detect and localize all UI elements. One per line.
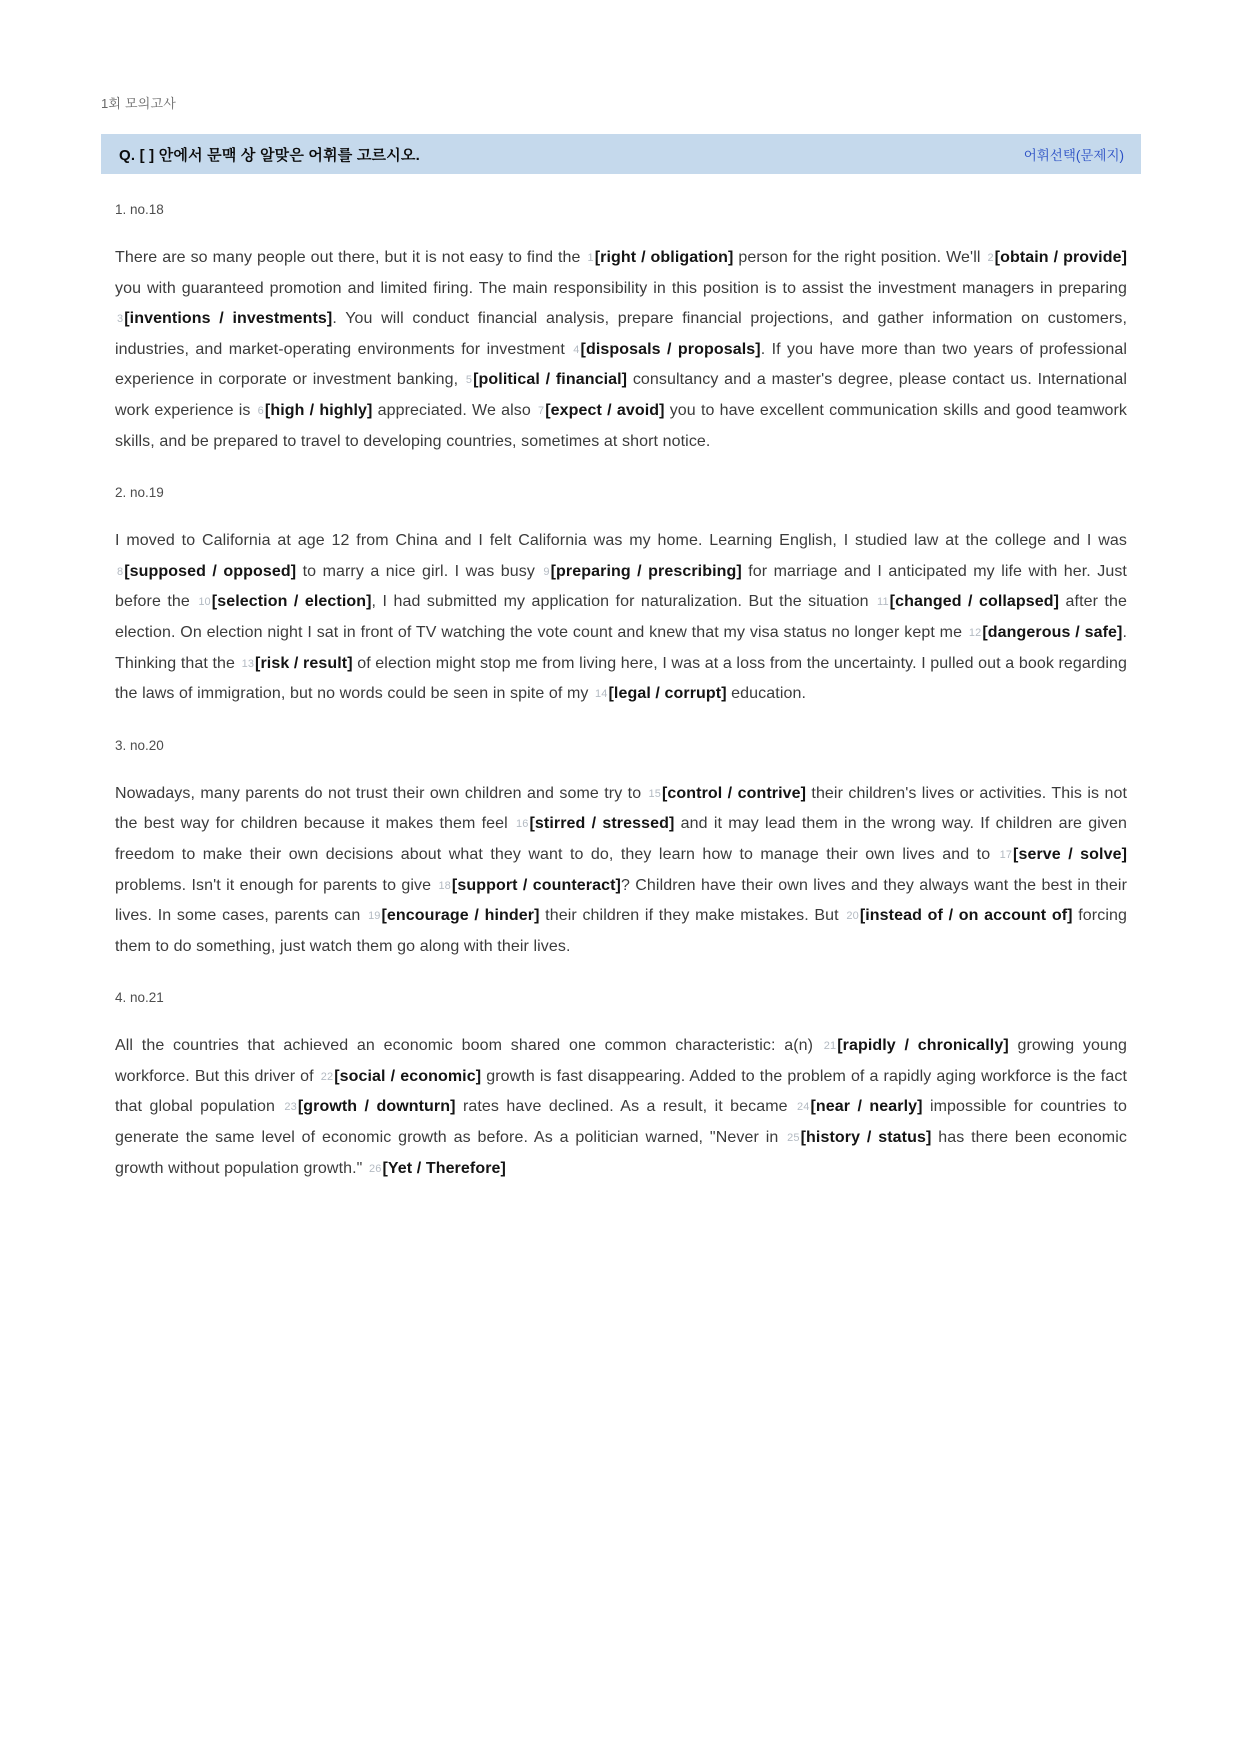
passage-paragraph: I moved to California at age 12 from China and I felt California was my home. Learning English, I studied law at the college and I was 8[supposed / opposed] to marry a nice girl. I was busy 9[preparing / prescribing] for marriage and I anticipated my life with her. Just before the 10[selection / election], I had submitted my application for naturalization. But the situation 11[changed / collapsed] after the election. On election night I sat in front of TV watching the vote count and knew that my visa status no longer kept me 12[dangerous / safe]. Thinking that the 13[risk / result] of election might stop me from living here, I was at a loss from the uncertainty. I pulled out a book regarding the laws of immigration, but no words could be seen in spite of my 14[legal / corrupt] education. bbox=[115, 532, 1128, 703]
choice-number: 1 bbox=[587, 252, 594, 264]
choice-number: 24 bbox=[797, 1101, 810, 1114]
sections bbox=[101, 202, 1141, 1184]
choice-number: 9 bbox=[543, 565, 550, 578]
section-label: 3. no.20 bbox=[115, 737, 164, 753]
choice-options: [legal / corrupt] bbox=[608, 685, 727, 703]
passage-paragraph: Nowadays, many parents do not trust their own children and some try to 15[control / contrive] their children's lives or activities. This is not the best way for children because it makes them feel 16[stirred / stressed] and it may lead them in the wrong way. If children are given freedom to make their own decisions about what they want to do, they learn how to manage their own lives and to 17[serve / solve] problems. Isn't it enough for parents to give 18[support / counteract]? Children have their own lives and they always want the best in their lives. In some cases, parents can 19[encourage / hinder] their children if they make mistakes. But 20[instead of / on account of] forcing them to do something, just watch them go along with their lives. bbox=[115, 784, 1128, 955]
choice-number: 5 bbox=[465, 374, 473, 387]
section-label: 2. no.19 bbox=[115, 485, 164, 501]
choice-options: [control / contrive] bbox=[661, 784, 807, 802]
choice-options: [high / highly] bbox=[264, 401, 373, 419]
choice-number: 12 bbox=[968, 626, 982, 639]
choice-number: 26 bbox=[369, 1162, 382, 1175]
question-type-tag: 어휘선택(문제지) bbox=[1023, 148, 1124, 163]
choice-options: [inventions / investments] bbox=[124, 310, 333, 328]
passage-paragraph: There are so many people out there, but it is not easy to find the 1[right / obligation] person for the right position. We'll 2[obtain / provide] you with guaranteed promotion and limited firing. The main responsibility in this position is to assist the investment managers in preparing 3[inventions / investments]. You will conduct financial analysis, prepare financial projections, and gather information on customers, industries, and market-operating environments for investment 4[disposals / proposals]. If you have more than two years of professional experience in corporate or investment banking, 5[political / financial] consultancy and a master's degree, please contact us. International work experience is 6[high / highly] appreciated. We also 7[expect / avoid] you to have excellent communication skills and good teamwork skills, and be prepared to travel to developing countries, sometimes at short notice. bbox=[115, 249, 1128, 450]
choice-options: [right / obligation] bbox=[594, 249, 734, 266]
choice-number: 2 bbox=[987, 252, 994, 264]
choice-options: [supposed / opposed] bbox=[124, 562, 297, 580]
choice-options: [instead of / on account of] bbox=[859, 907, 1073, 925]
choice-options: [support / counteract] bbox=[451, 876, 621, 894]
choice-options: [Yet / Therefore] bbox=[382, 1159, 506, 1177]
choice-options: [political / financial] bbox=[473, 371, 628, 389]
choice-number: 13 bbox=[241, 657, 255, 670]
choice-options: [preparing / prescribing] bbox=[550, 562, 742, 580]
choice-number: 7 bbox=[538, 404, 545, 417]
choice-options: [dangerous / safe] bbox=[982, 623, 1123, 641]
choice-number: 19 bbox=[368, 910, 381, 923]
choice-number: 8 bbox=[117, 565, 124, 578]
choice-options: [disposals / proposals] bbox=[580, 340, 761, 358]
choice-number: 14 bbox=[595, 688, 608, 701]
passage-paragraph: All the countries that achieved an economic boom shared one common characteristic: a(n) 21[rapidly / chronically] growing young workforce. But this driver of 22[social / economic] growth is fast disappearing. Added to the problem of a rapidly aging workforce is the fact that global population 23[growth / downturn] rates have declined. As a result, it became 24[near / nearly] impossible for countries to generate the same level of economic growth as before. As a politician warned, "Never in 25[history / status] has there been economic growth without population growth." 26[Yet / Therefore] bbox=[115, 1037, 1128, 1177]
choice-number: 18 bbox=[438, 879, 451, 892]
choice-options: [changed / collapsed] bbox=[889, 593, 1060, 611]
choice-number: 3 bbox=[117, 313, 124, 326]
choice-number: 10 bbox=[198, 596, 211, 609]
choice-number: 15 bbox=[648, 787, 661, 800]
choice-number: 4 bbox=[573, 343, 580, 356]
choice-number: 20 bbox=[846, 910, 859, 923]
choice-options: [encourage / hinder] bbox=[381, 907, 540, 925]
choice-options: [social / economic] bbox=[334, 1067, 482, 1085]
choice-options: [serve / solve] bbox=[1013, 845, 1127, 863]
choice-number: 25 bbox=[787, 1132, 800, 1145]
choice-number: 6 bbox=[257, 404, 264, 417]
choice-options: [near / nearly] bbox=[810, 1098, 923, 1116]
choice-options: [history / status] bbox=[800, 1129, 932, 1147]
choice-options: [growth / downturn] bbox=[297, 1098, 456, 1116]
question-instruction: Q. [ ] 안에서 문맥 상 알맞은 어휘를 고르시오. bbox=[119, 146, 420, 164]
choice-number: 22 bbox=[320, 1070, 334, 1083]
section-label: 1. no.18 bbox=[115, 202, 164, 217]
choice-options: [expect / avoid] bbox=[545, 401, 665, 419]
section-label: 4. no.21 bbox=[115, 990, 164, 1006]
choice-options: [risk / result] bbox=[255, 654, 353, 672]
choice-number: 17 bbox=[999, 848, 1013, 861]
doc-title-note: 1회 모의고사 bbox=[101, 96, 177, 111]
choice-number: 21 bbox=[823, 1040, 837, 1053]
choice-options: [selection / election] bbox=[211, 593, 372, 611]
choice-options: [obtain / provide] bbox=[994, 249, 1127, 266]
choice-options: [stirred / stressed] bbox=[529, 815, 675, 833]
choice-number: 16 bbox=[516, 818, 529, 831]
choice-number: 11 bbox=[877, 596, 889, 609]
choice-number: 23 bbox=[284, 1101, 297, 1114]
question-bar bbox=[101, 134, 1141, 174]
choice-options: [rapidly / chronically] bbox=[837, 1037, 1009, 1055]
